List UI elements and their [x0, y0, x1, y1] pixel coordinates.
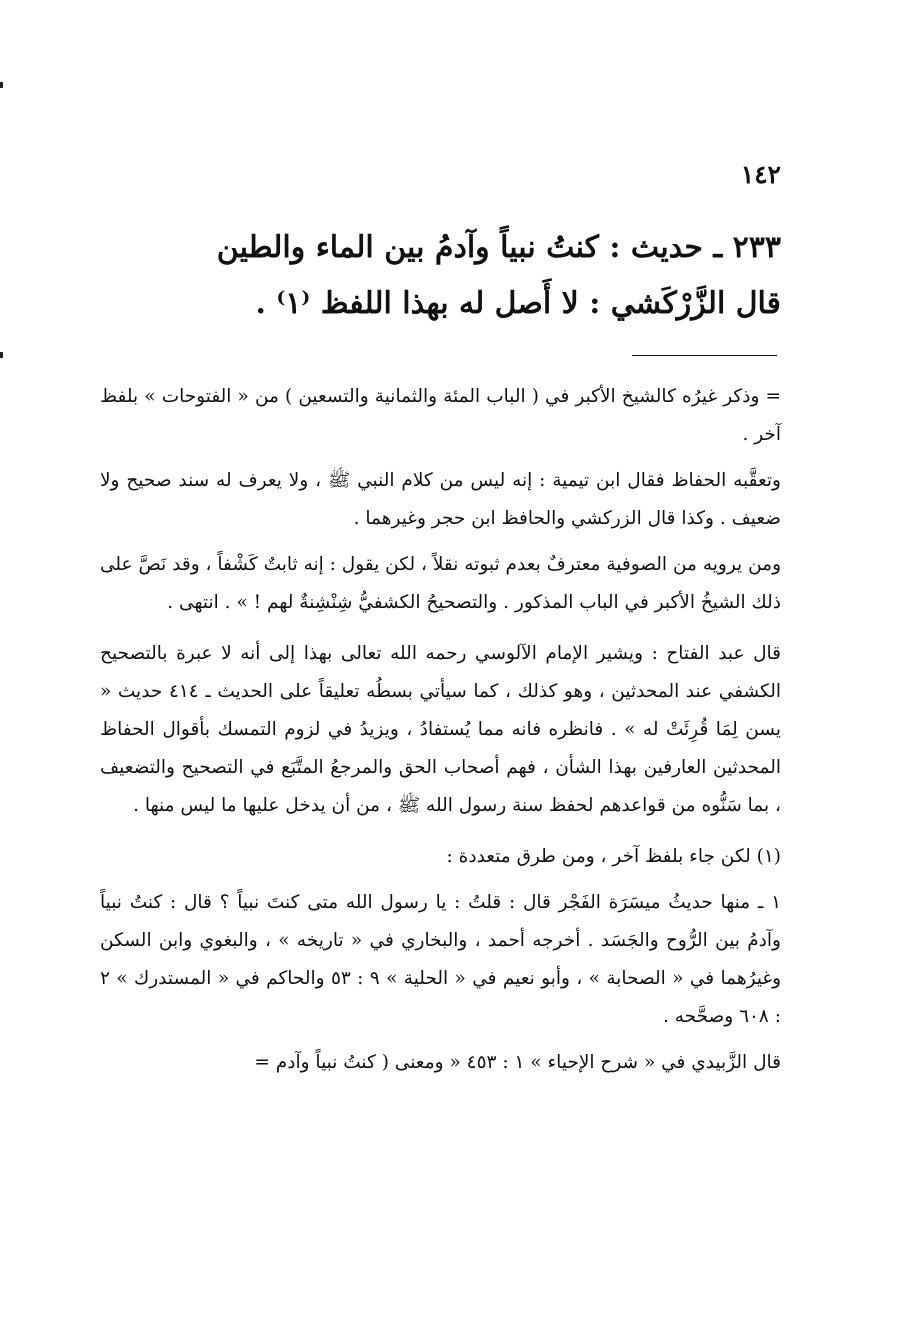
- hadith-entry: [120, 220, 781, 332]
- footnote-heading: (١) لكن جاء بلفظ آخر ، ومن طرق متعددة :: [446, 846, 781, 867]
- hadith-heading: ٢٣٣ ـ حديث : كنتُ نبياً وآدمُ بين الماء والطين: [216, 230, 781, 265]
- footnote-paragraph: قال عبد الفتاح : ويشير الإمام الآلوسي رحمه الله تعالى بهذا إلى أنه لا عبرة بالتصحيح الكشفي عند المحدثين ، وهو كذلك ، كما سيأتي بسطُه تعليقاً على الحديث ـ ٤١٤ حديث « يسن لِمَا قُرِئَتْ له » . فانظره فانه مما يُستفادُ ، ويزيدُ في لزوم التمسك بأقوال الحفاظ المحدثين العارفين بهذا الشأن ، فهم أصحاب الحق والمرجعُ المتَّبَع في التصحيح والتضعيف ، بما سَنُّوه من قواعدهم لحفظ سنة رسول الله ﷺ ، من أن يدخل عليها ما ليس منها .: [100, 643, 781, 816]
- footnote-paragraph: ومن يرويه من الصوفية معترفٌ بعدم ثبوته نقلاً ، لكن يقول : إنه ثابتٌ كَشْفاً ، وقد نَصَّ على ذلك الشيخُ الأكبر في الباب المذكور . والتصحيحُ الكشفيُّ شِنْشِنةٌ لهم ! » . انتهى .: [100, 554, 781, 613]
- footnote-paragraph: ١ ـ منها حديثُ ميسَرَة الفَجْر قال : قلتُ : يا رسول الله متى كنتَ نبياً ؟ قال : كنتُ نبياً وآدمُ بين الرُّوح والجَسَد . أخرجه أحمد ، والبخاري في « تاريخه » ، والبغوي وابن السكن وغيرُهما في « الصحابة » ، وأبو نعيم في « الحلية » ٩ : ٥٣ والحاكم في « المستدرك » ٢ : ٦٠٨ وصحَّحه .: [100, 892, 782, 1027]
- hadith-verdict: قال الزَّرْكَشي : لا أَصل له بهذا اللفظ ⁽١⁾ .: [255, 286, 781, 321]
- footnote-paragraph: قال الزَّبيدي في « شرح الإحياء » ١ : ٤٥٣ « ومعنى ( كنتُ نبياً وآدم =: [254, 1052, 781, 1073]
- footnote-paragraph: وتعقَّبه الحفاظ فقال ابن تيمية : إنه ليس من كلام النبي ﷺ ، ولا يعرف له سند صحيح ولا ضعيف . وكذا قال الزركشي والحافظ ابن حجر وغيرهما .: [100, 470, 781, 529]
- footnote-divider: [632, 355, 777, 356]
- scan-edge-mark: [0, 352, 3, 358]
- footnotes: [100, 378, 781, 1095]
- footnote-paragraph: = وذكر غيرُه كالشيخ الأكبر في ( الباب المئة والثمانية والتسعين ) من « الفتوحات » بلفظ آخر .: [100, 386, 781, 445]
- page-number: ١٤٢: [740, 160, 781, 189]
- scan-edge-mark: [0, 82, 3, 88]
